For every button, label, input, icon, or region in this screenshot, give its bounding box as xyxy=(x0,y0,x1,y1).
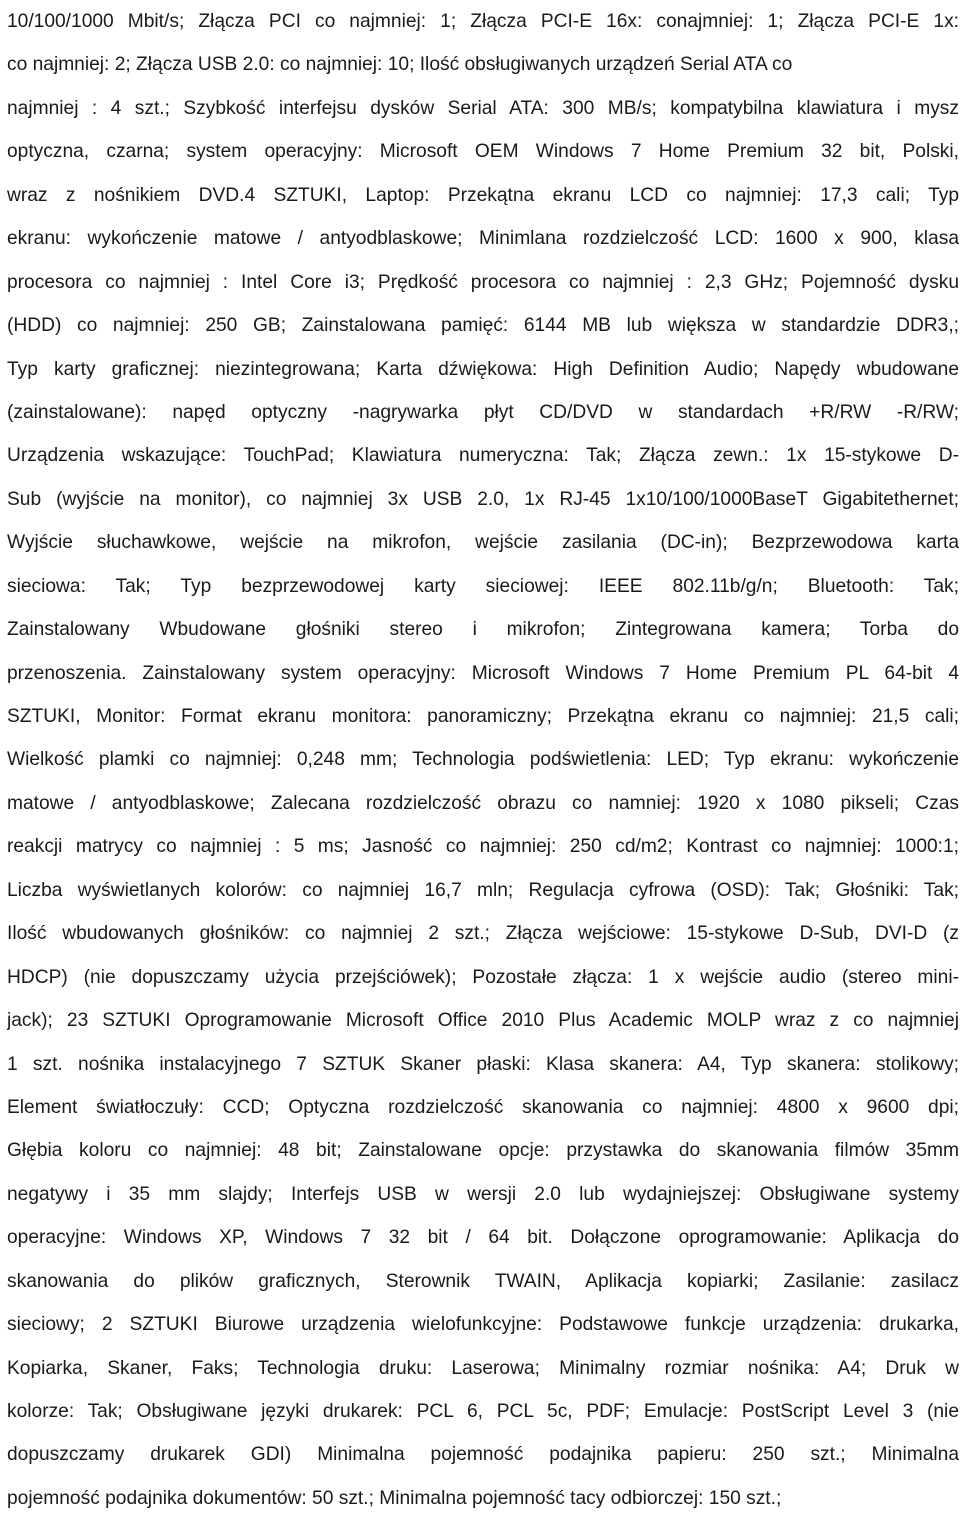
text-line: reakcji matrycy co najmniej : 5 ms; Jasność co najmniej: 250 cd/m2; Kontrast co najmniej: 1000:1; xyxy=(7,836,959,858)
text-line: pojemność podajnika dokumentów: 50 szt.; Minimalna pojemność tacy odbiorczej: 150 szt.; xyxy=(7,1487,782,1509)
text-line: Kopiarka, Skaner, Faks; Technologia druku: Laserowa; Minimalny rozmiar nośnika: A4; Druk w xyxy=(7,1357,959,1379)
text-line: SZTUKI, Monitor: Format ekranu monitora: panoramiczny; Przekątna ekranu co najmniej: 21,5 cali; xyxy=(7,706,959,727)
text-line: matowe / antyodblaskowe; Zalecana rozdzielczość obrazu co namniej: 1920 x 1080 pikseli; Czas xyxy=(7,792,959,814)
text-line: HDCP) (nie dopuszczamy użycia przejściówek); Pozostałe złącza: 1 x wejście audio (stereo mini- xyxy=(7,966,959,988)
text-line: jack); 23 SZTUKI Oprogramowanie Microsoft Office 2010 Plus Academic MOLP wraz z co najmniej xyxy=(7,1010,959,1032)
text-line: Sub (wyjście na monitor), co najmniej 3x USB 2.0, 1x RJ-45 1x10/100/1000BaseT Gigabitethernet; xyxy=(7,488,959,510)
document-body xyxy=(7,0,959,1520)
text-line: kolorze: Tak; Obsługiwane języki drukarek: PCL 6, PCL 5c, PDF; Emulacje: PostScript Level 3 (nie xyxy=(7,1401,959,1422)
text-line: Zainstalowany Wbudowane głośniki stereo i mikrofon; Zintegrowana kamera; Torba do xyxy=(7,619,959,641)
text-line: Urządzenia wskazujące: TouchPad; Klawiatura numeryczna: Tak; Złącza zewn.: 1x 15-stykowe D- xyxy=(7,445,959,467)
text-line: optyczna, czarna; system operacyjny: Microsoft OEM Windows 7 Home Premium 32 bit, Polski, xyxy=(7,141,959,163)
text-line: przenoszenia. Zainstalowany system operacyjny: Microsoft Windows 7 Home Premium PL 64-bit 4 xyxy=(7,662,959,684)
text-line: co najmniej: 2; Złącza USB 2.0: co najmniej: 10; Ilość obsługiwanych urządzeń Serial ATA co xyxy=(7,54,793,76)
text-line: wraz z nośnikiem DVD.4 SZTUKI, Laptop: Przekątna ekranu LCD co najmniej: 17,3 cali; Typ xyxy=(7,184,959,206)
text-line: Liczba wyświetlanych kolorów: co najmniej 16,7 mln; Regulacja cyfrowa (OSD): Tak; Głośniki: Tak; xyxy=(7,879,959,901)
text-line: 10/100/1000 Mbit/s; Złącza PCI co najmniej: 1; Złącza PCI-E 16x: conajmniej: 1; Złącza PCI-E 1x: xyxy=(7,11,959,32)
text-line: Element światłoczuły: CCD; Optyczna rozdzielczość skanowania co najmniej: 4800 x 9600 dpi; xyxy=(7,1096,959,1118)
text-line: Ilość wbudowanych głośników: co najmniej 2 szt.; Złącza wejściowe: 15-stykowe D-Sub, DVI-D (z xyxy=(7,923,959,945)
text-line: ekranu: wykończenie matowe / antyodblaskowe; Minimlana rozdzielczość LCD: 1600 x 900, klasa xyxy=(7,228,959,250)
text-line: procesora co najmniej : Intel Core i3; Prędkość procesora co najmniej : 2,3 GHz; Pojemność dysku xyxy=(7,271,959,293)
text-line: Wyjście słuchawkowe, wejście na mikrofon, wejście zasilania (DC-in); Bezprzewodowa karta xyxy=(7,532,959,554)
text-line: 1 szt. nośnika instalacyjnego 7 SZTUK Skaner płaski: Klasa skanera: A4, Typ skanera: stolikowy; xyxy=(7,1053,959,1075)
text-line: Typ karty graficznej: niezintegrowana; Karta dźwiękowa: High Definition Audio; Napędy wbudowane xyxy=(7,358,959,380)
text-line: dopuszczamy drukarek GDI) Minimalna pojemność podajnika papieru: 250 szt.; Minimalna xyxy=(7,1444,959,1466)
text-line: negatywy i 35 mm slajdy; Interfejs USB w wersji 2.0 lub wydajniejszej: Obsługiwane systemy xyxy=(7,1183,959,1205)
text-line: (HDD) co najmniej: 250 GB; Zainstalowana pamięć: 6144 MB lub większa w standardzie DDR3,; xyxy=(7,315,959,337)
text-line: Głębia koloru co najmniej: 48 bit; Zainstalowane opcje: przystawka do skanowania filmów 35mm xyxy=(7,1140,959,1162)
text-line: sieciowy; 2 SZTUKI Biurowe urządzenia wielofunkcyjne: Podstawowe funkcje urządzenia: drukarka, xyxy=(7,1314,959,1336)
text-line: najmniej : 4 szt.; Szybkość interfejsu dysków Serial ATA: 300 MB/s; kompatybilna klawiatura i mysz xyxy=(7,97,959,119)
text-line: Wielkość plamki co najmniej: 0,248 mm; Technologia podświetlenia: LED; Typ ekranu: wykończenie xyxy=(7,749,959,771)
text-line: sieciowa: Tak; Typ bezprzewodowej karty sieciowej: IEEE 802.11b/g/n; Bluetooth: Tak; xyxy=(7,575,959,597)
text-line: operacyjne: Windows XP, Windows 7 32 bit / 64 bit. Dołączone oprogramowanie: Aplikacja do xyxy=(7,1227,959,1249)
text-line: (zainstalowane): napęd optyczny -nagrywarka płyt CD/DVD w standardach +R/RW -R/RW; xyxy=(7,401,959,423)
text-line: skanowania do plików graficznych, Sterownik TWAIN, Aplikacja kopiarki; Zasilanie: zasilacz xyxy=(7,1270,959,1292)
